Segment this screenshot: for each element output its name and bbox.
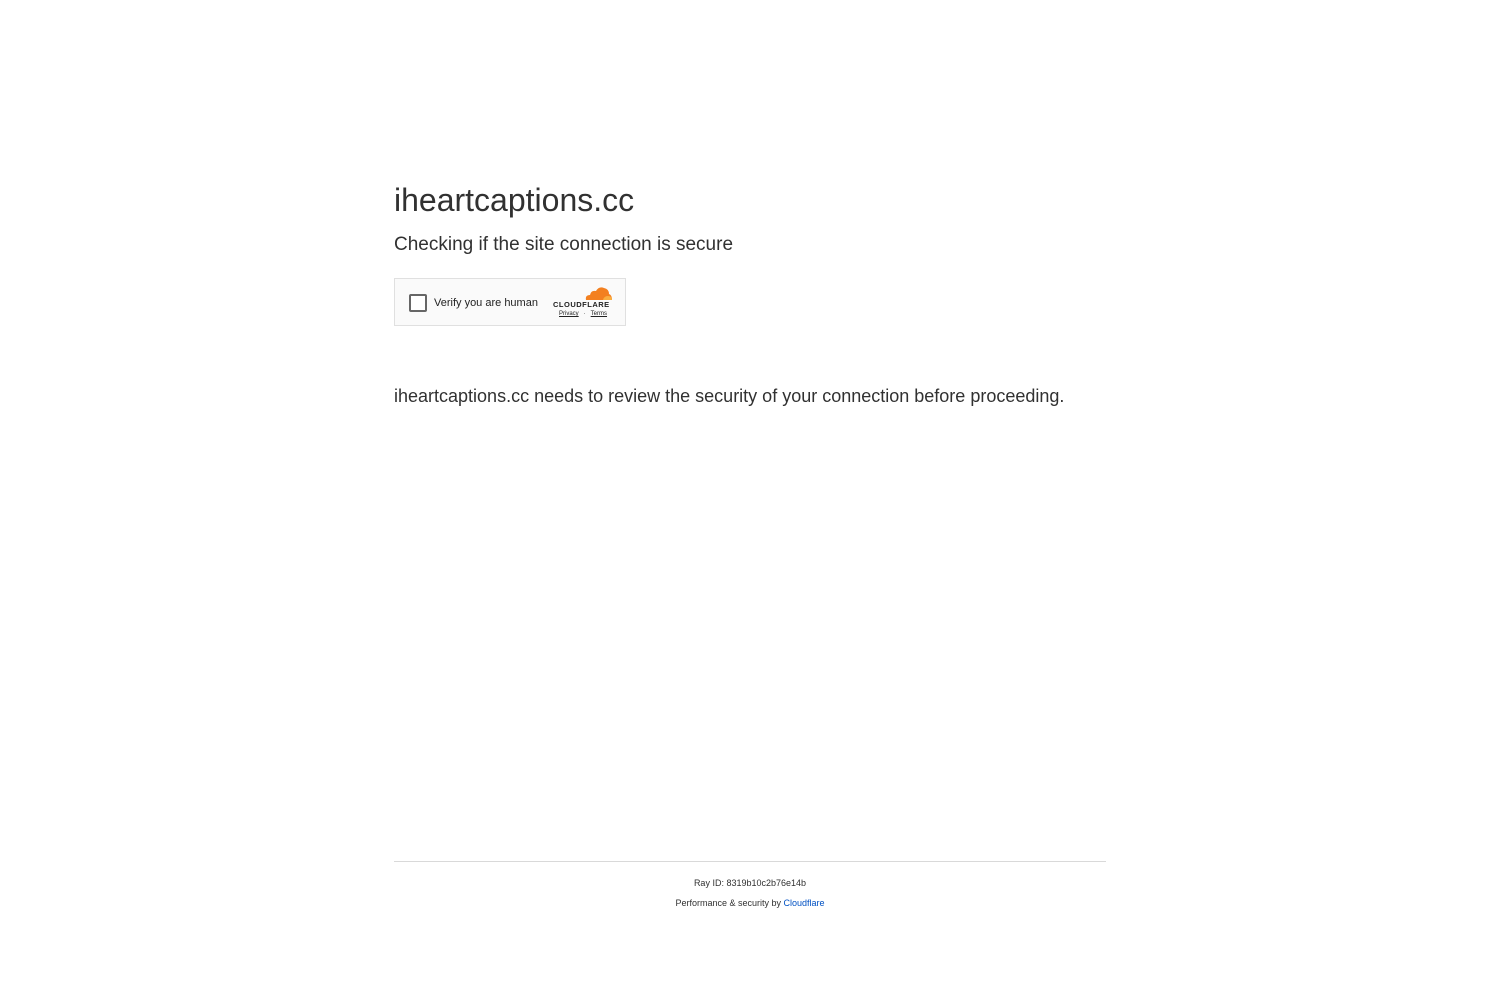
verify-label[interactable]: Verify you are human [434, 297, 538, 309]
main-content [394, 180, 1106, 406]
page-subtitle: Checking if the site connection is secure [394, 234, 734, 255]
ray-id-line [394, 877, 1106, 889]
ray-id-value: 8319b10c2b76e14b [726, 878, 807, 888]
link-separator: · [583, 311, 586, 317]
footer [394, 861, 1106, 909]
cloudflare-brand [553, 285, 617, 321]
turnstile-widget [394, 278, 626, 326]
terms-link[interactable]: Terms [590, 311, 608, 317]
privacy-link[interactable]: Privacy [559, 311, 579, 317]
site-title: iheartcaptions.cc [394, 182, 635, 218]
verify-checkbox[interactable] [409, 294, 427, 312]
cloudflare-link[interactable]: Cloudflare [783, 898, 825, 908]
performance-line [394, 897, 1106, 909]
cloudflare-wordmark: CLOUDFLARE [553, 300, 610, 309]
ray-id-label: Ray ID: [693, 878, 724, 888]
cloudflare-cloud-icon [583, 285, 613, 301]
performance-text: Performance & security by [675, 898, 781, 908]
widget-links [559, 311, 607, 317]
security-message: iheartcaptions.cc needs to review the security of your connection before proceeding. [394, 386, 1065, 406]
